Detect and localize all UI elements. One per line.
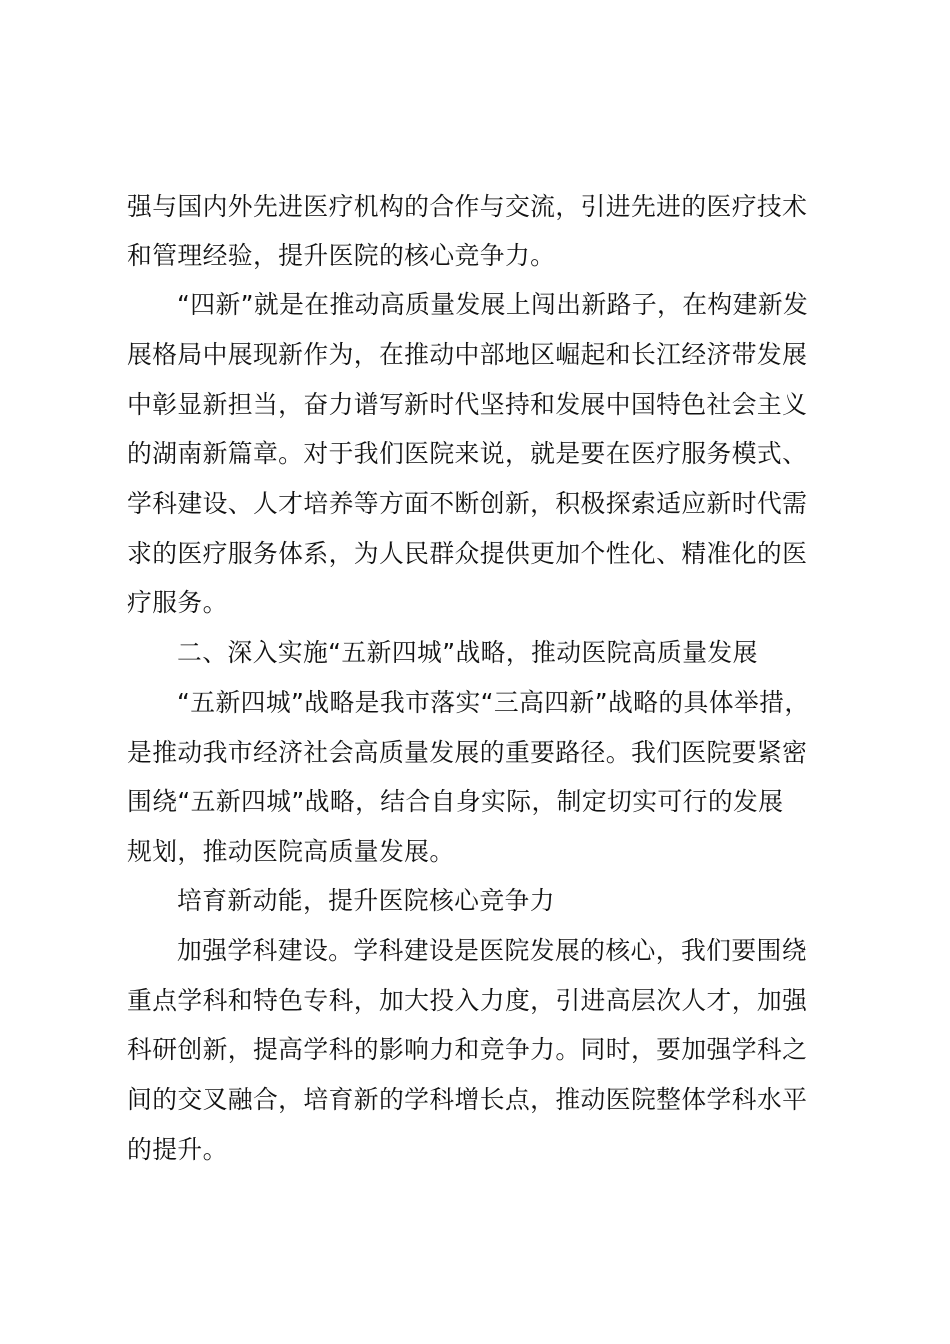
paragraph-line: 加强学科建设。学科建设是医院发展的核心，我们要围绕 bbox=[177, 936, 807, 965]
paragraph-line: 中彰显新担当，奋力谱写新时代坚持和发展中国特色社会主义 bbox=[127, 390, 808, 419]
paragraph-line: “四新”就是在推动高质量发展上闯出新路子，在构建新发 bbox=[177, 290, 809, 319]
paragraph-line: 是推动我市经济社会高质量发展的重要路径。我们医院要紧密 bbox=[127, 738, 808, 767]
paragraph-line: 围绕“五新四城”战略，结合自身实际，制定切实可行的发展 bbox=[127, 787, 784, 816]
paragraph-line: 疗服务。 bbox=[127, 588, 228, 617]
paragraph-line: 重点学科和特色专科，加大投入力度，引进高层次人才，加强 bbox=[127, 986, 808, 1015]
subheading: 培育新动能，提升医院核心竞争力 bbox=[177, 886, 555, 915]
section-heading: 二、深入实施“五新四城”战略，推动医院高质量发展 bbox=[177, 638, 758, 667]
paragraph-line: 的湖南新篇章。对于我们医院来说，就是要在医疗服务模式、 bbox=[127, 439, 808, 468]
paragraph-line: 间的交叉融合，培育新的学科增长点，推动医院整体学科水平 bbox=[127, 1085, 808, 1114]
paragraph-line: 展格局中展现新作为，在推动中部地区崛起和长江经济带发展 bbox=[127, 340, 808, 369]
paragraph-line: “五新四城”战略是我市落实“三高四新”战略的具体举措， bbox=[177, 688, 810, 717]
paragraph-line: 规划，推动医院高质量发展。 bbox=[127, 837, 455, 866]
paragraph-line: 学科建设、人才培养等方面不断创新，积极探索适应新时代需 bbox=[127, 489, 808, 518]
paragraph-line: 科研创新，提高学科的影响力和竞争力。同时，要加强学科之 bbox=[127, 1035, 808, 1064]
paragraph-line: 和管理经验，提升医院的核心竞争力。 bbox=[127, 241, 556, 270]
paragraph-line: 的提升。 bbox=[127, 1135, 228, 1164]
paragraph-line: 强与国内外先进医疗机构的合作与交流，引进先进的医疗技术 bbox=[127, 192, 808, 221]
paragraph-line: 求的医疗服务体系，为人民群众提供更加个性化、精准化的医 bbox=[127, 539, 808, 568]
